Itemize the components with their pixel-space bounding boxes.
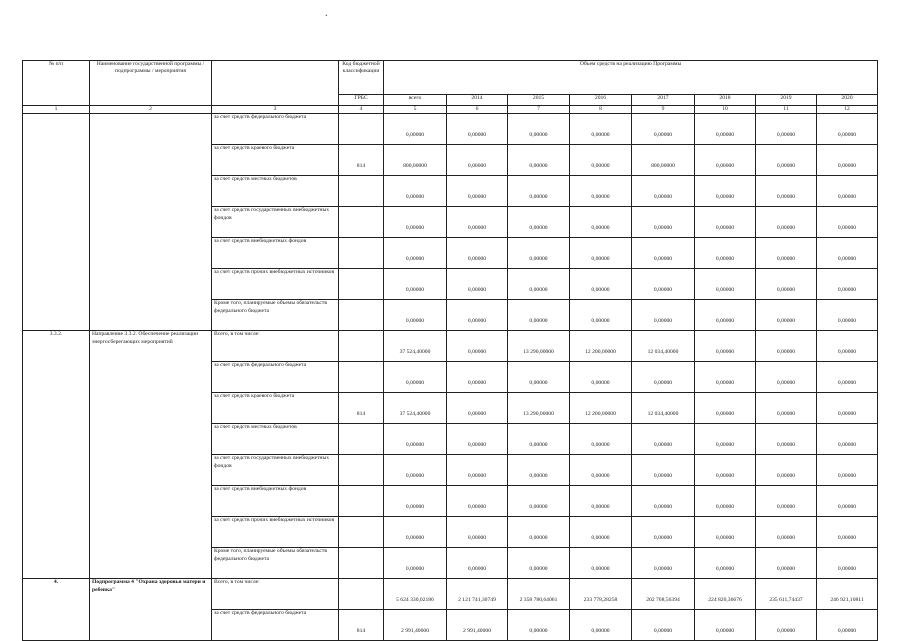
- year-value-cell: 0,00000: [447, 114, 508, 145]
- col-code-header: Код бюджетной классификации: [339, 61, 384, 95]
- funding-source-cell: за счет средств внебюджетных фондов: [212, 486, 339, 517]
- year-value-cell: 0,00000: [570, 424, 632, 455]
- year-value-cell: 0,00000: [447, 455, 508, 486]
- total-value-cell: 0,00000: [384, 548, 447, 579]
- column-number: 5: [384, 106, 447, 114]
- year-value-cell: 202 768,56394: [632, 579, 695, 610]
- grbs-cell: [339, 362, 384, 393]
- year-value-cell: 0,00000: [817, 114, 878, 145]
- funding-source-cell: Кроме того, планируемые объемы обязательств федерального бюджета: [212, 548, 339, 579]
- year-value-cell: 0,00000: [817, 486, 878, 517]
- funding-source-cell: за счет средств краевого бюджета: [212, 393, 339, 424]
- column-number-row: [23, 106, 878, 114]
- grbs-cell: [339, 548, 384, 579]
- year-value-cell: 2 991,40000: [447, 610, 508, 641]
- funding-source-cell: Всего, в том числе:: [212, 579, 339, 610]
- grbs-cell: [339, 486, 384, 517]
- year-value-cell: 0,00000: [817, 393, 878, 424]
- year-value-cell: 0,00000: [447, 362, 508, 393]
- year-value-cell: 0,00000: [817, 455, 878, 486]
- year-value-cell: 0,00000: [570, 145, 632, 176]
- year-value-cell: 0,00000: [756, 548, 817, 579]
- grbs-cell: [339, 114, 384, 145]
- year-value-cell: 0,00000: [817, 517, 878, 548]
- year-value-cell: 0,00000: [447, 269, 508, 300]
- table-row: [23, 114, 878, 145]
- col-volume-header: Объем средств на реализацию Программы: [384, 61, 878, 95]
- year-value-cell: 0,00000: [695, 207, 756, 238]
- year-value-cell: 235 611,74437: [756, 579, 817, 610]
- funding-source-cell: Кроме того, планируемые объемы обязательств федерального бюджета: [212, 300, 339, 331]
- year-value-cell: 0,00000: [447, 331, 508, 362]
- year-value-cell: 233 778,28258: [570, 579, 632, 610]
- program-name-cell: Направление 3.3.2. Обеспечение реализации энергосберегающих мероприятий: [90, 331, 212, 579]
- year-value-cell: 0,00000: [508, 269, 570, 300]
- year-value-cell: 0,00000: [817, 362, 878, 393]
- year-value-cell: 0,00000: [570, 610, 632, 641]
- year-value-cell: 0,00000: [508, 486, 570, 517]
- column-number: 8: [570, 106, 632, 114]
- total-value-cell: 0,00000: [384, 207, 447, 238]
- total-value-cell: 0,00000: [384, 455, 447, 486]
- grbs-cell: [339, 579, 384, 610]
- grbs-cell: [339, 207, 384, 238]
- year-value-cell: 0,00000: [632, 486, 695, 517]
- year-value-cell: 0,00000: [695, 145, 756, 176]
- year-value-cell: 0,00000: [756, 455, 817, 486]
- budget-table: [22, 60, 878, 641]
- year-value-cell: 0,00000: [632, 362, 695, 393]
- year-value-cell: 0,00000: [695, 548, 756, 579]
- funding-source-cell: за счет средств внебюджетных фондов: [212, 238, 339, 269]
- total-value-cell: 37 524,40000: [384, 331, 447, 362]
- funding-source-cell: за счет средств федерального бюджета: [212, 610, 339, 641]
- year-value-cell: 0,00000: [817, 176, 878, 207]
- year-value-cell: 0,00000: [570, 362, 632, 393]
- year-value-cell: 13 290,00000: [508, 393, 570, 424]
- year-value-cell: 0,00000: [447, 238, 508, 269]
- year-value-cell: 0,00000: [508, 362, 570, 393]
- year-value-cell: 12 034,40000: [632, 393, 695, 424]
- year-value-cell: 12 200,00000: [570, 331, 632, 362]
- funding-source-cell: за счет средств краевого бюджета: [212, 145, 339, 176]
- total-value-cell: 37 524,40000: [384, 393, 447, 424]
- year-value-cell: 0,00000: [632, 610, 695, 641]
- col-name-header: Наименование государственной программы / подпрограммы / мероприятия: [90, 61, 212, 106]
- year-value-cell: 0,00000: [695, 269, 756, 300]
- year-value-cell: 0,00000: [695, 455, 756, 486]
- column-number: 12: [817, 106, 878, 114]
- year-value-cell: 0,00000: [817, 207, 878, 238]
- year-value-cell: 0,00000: [447, 548, 508, 579]
- year-value-cell: 0,00000: [756, 424, 817, 455]
- year-value-cell: 0,00000: [632, 424, 695, 455]
- year-value-cell: 13 290,00000: [508, 331, 570, 362]
- year-value-cell: 0,00000: [632, 455, 695, 486]
- year-value-cell: 0,00000: [632, 548, 695, 579]
- year-header: 2017: [632, 95, 695, 106]
- total-value-cell: 0,00000: [384, 362, 447, 393]
- year-value-cell: 0,00000: [508, 176, 570, 207]
- program-name-cell: Подпрограмма 4 "Охрана здоровья матери и ребенка": [90, 579, 212, 641]
- year-value-cell: 0,00000: [756, 238, 817, 269]
- year-value-cell: 0,00000: [695, 424, 756, 455]
- total-value-cell: 0,00000: [384, 517, 447, 548]
- funding-source-cell: за счет средств государственных внебюджетных фондов: [212, 455, 339, 486]
- column-number: 3: [212, 106, 339, 114]
- year-value-cell: 0,00000: [817, 610, 878, 641]
- year-value-cell: 0,00000: [817, 269, 878, 300]
- year-value-cell: 0,00000: [695, 362, 756, 393]
- column-number: 9: [632, 106, 695, 114]
- year-header: 2018: [695, 95, 756, 106]
- total-value-cell: 0,00000: [384, 424, 447, 455]
- year-value-cell: 0,00000: [817, 331, 878, 362]
- year-value-cell: 0,00000: [632, 238, 695, 269]
- year-value-cell: 0,00000: [508, 207, 570, 238]
- funding-source-cell: за счет средств прочих внебюджетных источников: [212, 269, 339, 300]
- year-value-cell: 0,00000: [508, 114, 570, 145]
- year-value-cell: 0,00000: [447, 145, 508, 176]
- table-row: [23, 331, 878, 362]
- year-value-cell: 0,00000: [756, 114, 817, 145]
- year-value-cell: 0,00000: [570, 548, 632, 579]
- year-value-cell: 0,00000: [570, 486, 632, 517]
- funding-source-cell: за счет средств федерального бюджета: [212, 362, 339, 393]
- year-value-cell: 0,00000: [447, 424, 508, 455]
- year-value-cell: 0,00000: [756, 145, 817, 176]
- year-value-cell: 0,00000: [817, 548, 878, 579]
- program-name-cell: [90, 114, 212, 331]
- year-value-cell: 0,00000: [447, 176, 508, 207]
- year-value-cell: 0,00000: [570, 517, 632, 548]
- year-value-cell: 0,00000: [447, 517, 508, 548]
- year-value-cell: 0,00000: [695, 610, 756, 641]
- year-value-cell: 0,00000: [508, 145, 570, 176]
- funding-source-cell: Всего, в том числе:: [212, 331, 339, 362]
- total-value-cell: 0,00000: [384, 486, 447, 517]
- column-number: 10: [695, 106, 756, 114]
- total-value-cell: 0,00000: [384, 269, 447, 300]
- year-value-cell: 0,00000: [508, 455, 570, 486]
- year-value-cell: 0,00000: [508, 610, 570, 641]
- total-value-cell: 0,00000: [384, 114, 447, 145]
- year-header: 2014: [447, 95, 508, 106]
- year-value-cell: 0,00000: [756, 517, 817, 548]
- year-value-cell: 0,00000: [508, 300, 570, 331]
- year-value-cell: 0,00000: [695, 238, 756, 269]
- col-label-header: [212, 61, 339, 106]
- year-value-cell: 0,00000: [632, 114, 695, 145]
- year-value-cell: 0,00000: [756, 176, 817, 207]
- year-value-cell: 0,00000: [447, 300, 508, 331]
- year-value-cell: 0,00000: [632, 300, 695, 331]
- header-row: [23, 61, 878, 95]
- table-row: [23, 579, 878, 610]
- year-value-cell: 224 820,36676: [695, 579, 756, 610]
- year-value-cell: 0,00000: [695, 486, 756, 517]
- grbs-cell: [339, 455, 384, 486]
- total-value-cell: 5 624 330,02186: [384, 579, 447, 610]
- year-value-cell: 0,00000: [756, 610, 817, 641]
- column-number: 4: [339, 106, 384, 114]
- year-value-cell: 0,00000: [632, 517, 695, 548]
- year-value-cell: 0,00000: [508, 517, 570, 548]
- year-value-cell: 0,00000: [570, 207, 632, 238]
- year-value-cell: 0,00000: [756, 486, 817, 517]
- year-value-cell: 0,00000: [756, 393, 817, 424]
- year-header: 2020: [817, 95, 878, 106]
- column-number: 1: [23, 106, 90, 114]
- total-value-cell: 800,00000: [384, 145, 447, 176]
- grbs-cell: [339, 331, 384, 362]
- grbs-cell: 814: [339, 145, 384, 176]
- year-value-cell: 0,00000: [447, 393, 508, 424]
- year-value-cell: 0,00000: [756, 331, 817, 362]
- grbs-cell: [339, 517, 384, 548]
- year-value-cell: 12 200,00000: [570, 393, 632, 424]
- col-num-header: № п/п: [23, 61, 90, 106]
- year-value-cell: 0,00000: [570, 455, 632, 486]
- row-number-cell: 4.: [23, 579, 90, 641]
- total-value-cell: 2 991,40000: [384, 610, 447, 641]
- year-value-cell: 2 121 741,30749: [447, 579, 508, 610]
- year-value-cell: 0,00000: [632, 269, 695, 300]
- column-number: 2: [90, 106, 212, 114]
- year-value-cell: 0,00000: [817, 238, 878, 269]
- grbs-cell: [339, 300, 384, 331]
- total-value-cell: 0,00000: [384, 238, 447, 269]
- year-value-cell: 0,00000: [695, 300, 756, 331]
- year-value-cell: 2 358 780,64061: [508, 579, 570, 610]
- grbs-cell: [339, 238, 384, 269]
- year-value-cell: 0,00000: [695, 517, 756, 548]
- column-number: 6: [447, 106, 508, 114]
- funding-source-cell: за счет средств прочих внебюджетных источников: [212, 517, 339, 548]
- year-value-cell: 0,00000: [695, 331, 756, 362]
- year-value-cell: 0,00000: [570, 269, 632, 300]
- year-value-cell: 0,00000: [632, 207, 695, 238]
- funding-source-cell: за счет средств федерального бюджета: [212, 114, 339, 145]
- year-value-cell: 0,00000: [817, 300, 878, 331]
- year-value-cell: 0,00000: [508, 424, 570, 455]
- year-value-cell: 0,00000: [756, 362, 817, 393]
- column-number: 11: [756, 106, 817, 114]
- year-value-cell: 246 921,10811: [817, 579, 878, 610]
- year-value-cell: 0,00000: [756, 300, 817, 331]
- year-value-cell: 0,00000: [632, 176, 695, 207]
- grbs-cell: [339, 424, 384, 455]
- total-header: всего: [384, 95, 447, 106]
- year-value-cell: 0,00000: [570, 176, 632, 207]
- year-value-cell: 0,00000: [447, 207, 508, 238]
- funding-source-cell: за счет средств местных бюджетов: [212, 176, 339, 207]
- year-value-cell: 0,00000: [508, 238, 570, 269]
- column-number: 7: [508, 106, 570, 114]
- grbs-header: ГРБС: [339, 95, 384, 106]
- year-value-cell: 12 034,40000: [632, 331, 695, 362]
- year-value-cell: 0,00000: [817, 145, 878, 176]
- year-value-cell: 0,00000: [756, 269, 817, 300]
- year-header: 2015: [508, 95, 570, 106]
- year-value-cell: 0,00000: [695, 114, 756, 145]
- year-header: 2019: [756, 95, 817, 106]
- row-number-cell: [23, 114, 90, 331]
- year-value-cell: 0,00000: [756, 207, 817, 238]
- year-value-cell: 0,00000: [508, 548, 570, 579]
- grbs-cell: [339, 176, 384, 207]
- year-value-cell: 0,00000: [570, 114, 632, 145]
- funding-source-cell: за счет средств государственных внебюджетных фондов: [212, 207, 339, 238]
- funding-source-cell: за счет средств местных бюджетов: [212, 424, 339, 455]
- total-value-cell: 0,00000: [384, 300, 447, 331]
- year-value-cell: 0,00000: [695, 176, 756, 207]
- year-value-cell: 0,00000: [570, 238, 632, 269]
- year-value-cell: 0,00000: [695, 393, 756, 424]
- year-value-cell: 800,00000: [632, 145, 695, 176]
- row-number-cell: 3.3.2.: [23, 331, 90, 579]
- scan-dot-mark: .: [325, 8, 328, 19]
- year-value-cell: 0,00000: [447, 486, 508, 517]
- year-value-cell: 0,00000: [570, 300, 632, 331]
- grbs-cell: 814: [339, 610, 384, 641]
- year-value-cell: 0,00000: [817, 424, 878, 455]
- year-header: 2016: [570, 95, 632, 106]
- total-value-cell: 0,00000: [384, 176, 447, 207]
- grbs-cell: 814: [339, 393, 384, 424]
- grbs-cell: [339, 269, 384, 300]
